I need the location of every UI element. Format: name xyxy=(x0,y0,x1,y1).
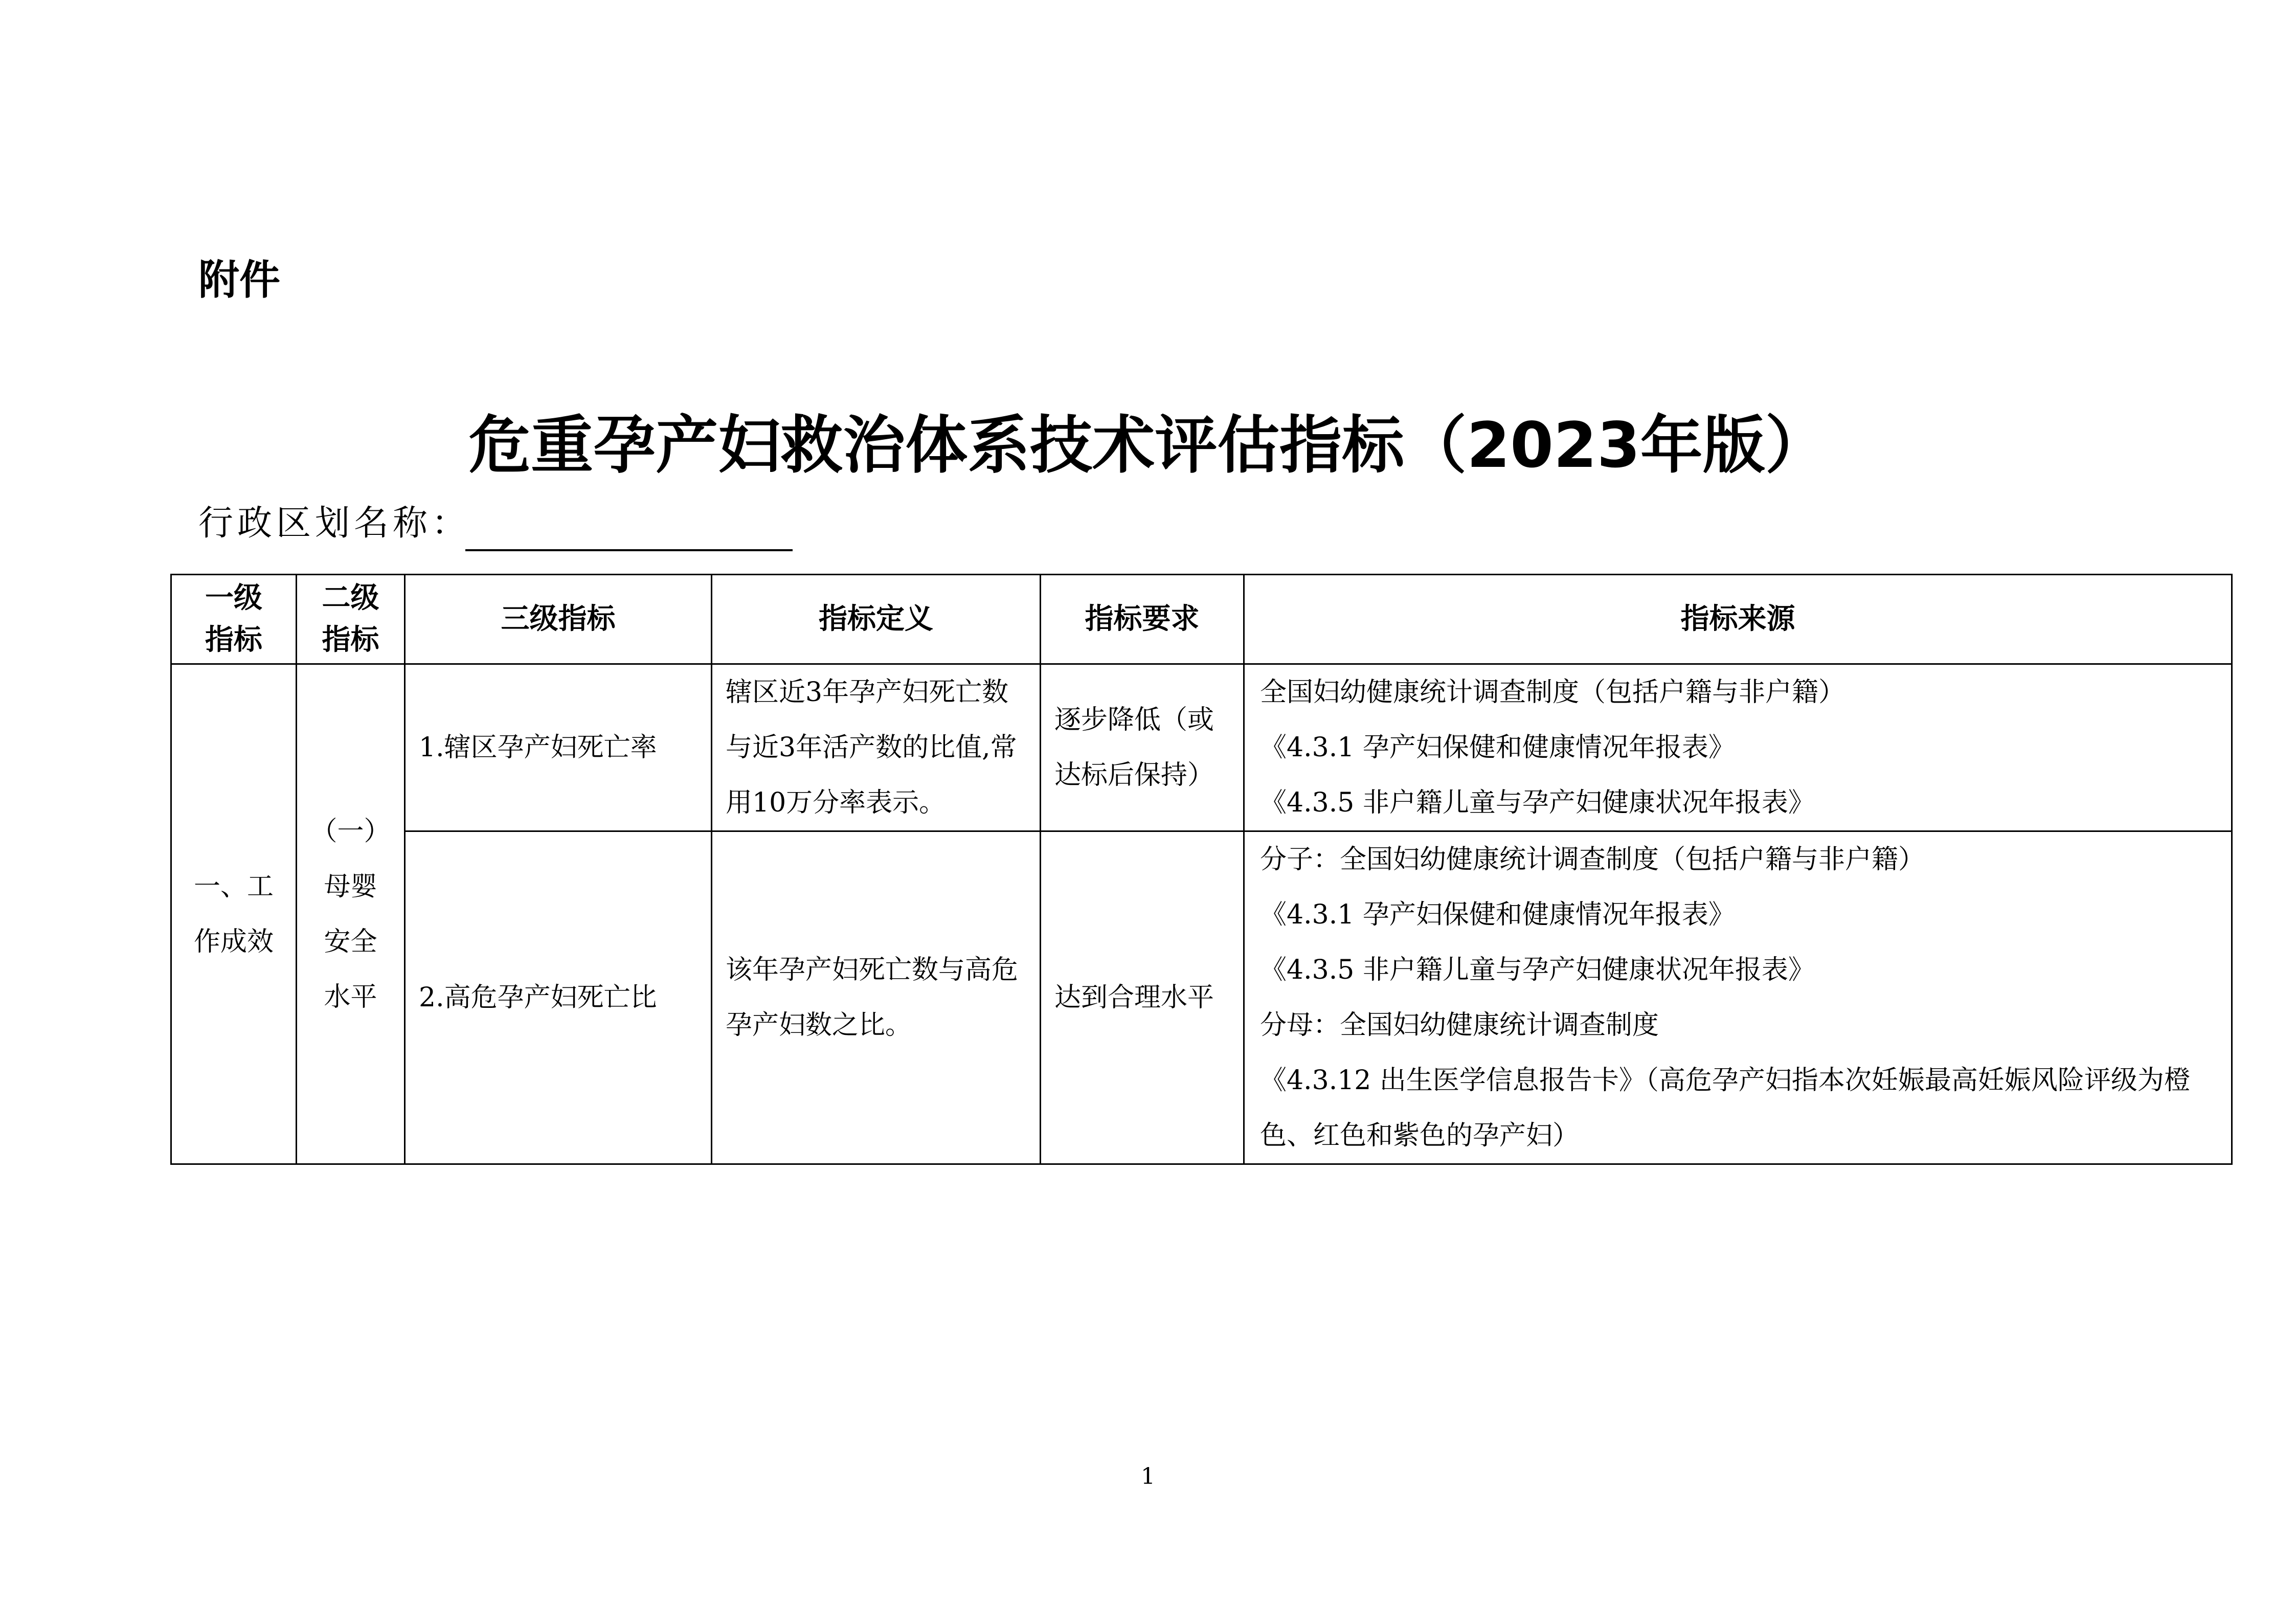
level2-line: 安全 xyxy=(324,926,377,957)
document-title: 危重孕产妇救治体系技术评估指标（2023年版） xyxy=(468,409,1828,482)
level3-cell: 2.高危孕产妇死亡比 xyxy=(405,831,712,1164)
source-line: 《4.3.5 非户籍儿童与孕产妇健康状况年报表》 xyxy=(1260,787,1815,818)
source-line: 《4.3.12 出生医学信息报告卡》（高危孕产妇指本次妊娠最高妊娠风险评级为橙色、红色和紫色的孕产妇） xyxy=(1260,1065,2191,1151)
level1-line: 作成效 xyxy=(193,926,274,957)
table-header-row xyxy=(171,575,2232,664)
table-row xyxy=(171,831,2232,1164)
source-line: 全国妇幼健康统计调查制度（包括户籍与非户籍） xyxy=(1260,677,1845,708)
source-line: 《4.3.1 孕产妇保健和健康情况年报表》 xyxy=(1260,732,1735,763)
definition-cell: 该年孕产妇死亡数与高危孕产妇数之比。 xyxy=(712,831,1041,1164)
level1-cell xyxy=(171,664,297,1164)
header-level2-line: 指标 xyxy=(322,623,379,657)
header-level1 xyxy=(171,575,297,664)
header-level1-line: 指标 xyxy=(205,623,262,657)
level1-line: 一、工 xyxy=(193,871,274,902)
level2-cell xyxy=(297,664,405,1164)
source-line: 分母：全国妇幼健康统计调查制度 xyxy=(1260,1010,1659,1041)
region-name-label: 行政区划名称： xyxy=(198,503,471,544)
source-cell xyxy=(1244,831,2232,1164)
header-level3: 三级指标 xyxy=(405,575,712,664)
source-line: 分子：全国妇幼健康统计调查制度（包括户籍与非户籍） xyxy=(1260,844,1925,875)
header-source: 指标来源 xyxy=(1244,575,2232,664)
page-number: 1 xyxy=(1141,1463,1155,1490)
source-line: 《4.3.5 非户籍儿童与孕产妇健康状况年报表》 xyxy=(1260,955,1815,985)
definition-cell: 辖区近3年孕产妇死亡数与近3年活产数的比值,常用10万分率表示。 xyxy=(712,664,1041,831)
level2-line: 水平 xyxy=(324,981,377,1012)
indicator-table xyxy=(170,574,2233,1165)
table-row xyxy=(171,664,2232,831)
requirement-cell: 逐步降低（或达标后保持） xyxy=(1041,664,1244,831)
header-level2 xyxy=(297,575,405,664)
level3-cell: 1.辖区孕产妇死亡率 xyxy=(405,664,712,831)
header-level2-line: 二级 xyxy=(322,581,379,615)
source-line: 《4.3.1 孕产妇保健和健康情况年报表》 xyxy=(1260,899,1735,930)
header-level1-line: 一级 xyxy=(205,581,262,615)
header-requirement: 指标要求 xyxy=(1041,575,1244,664)
attachment-label: 附件 xyxy=(198,256,280,304)
level2-line: （一） xyxy=(310,816,391,847)
requirement-cell: 达到合理水平 xyxy=(1041,831,1244,1164)
source-cell xyxy=(1244,664,2232,831)
header-definition: 指标定义 xyxy=(712,575,1041,664)
level2-line: 母婴 xyxy=(324,871,377,902)
region-name-blank-line xyxy=(465,549,793,551)
